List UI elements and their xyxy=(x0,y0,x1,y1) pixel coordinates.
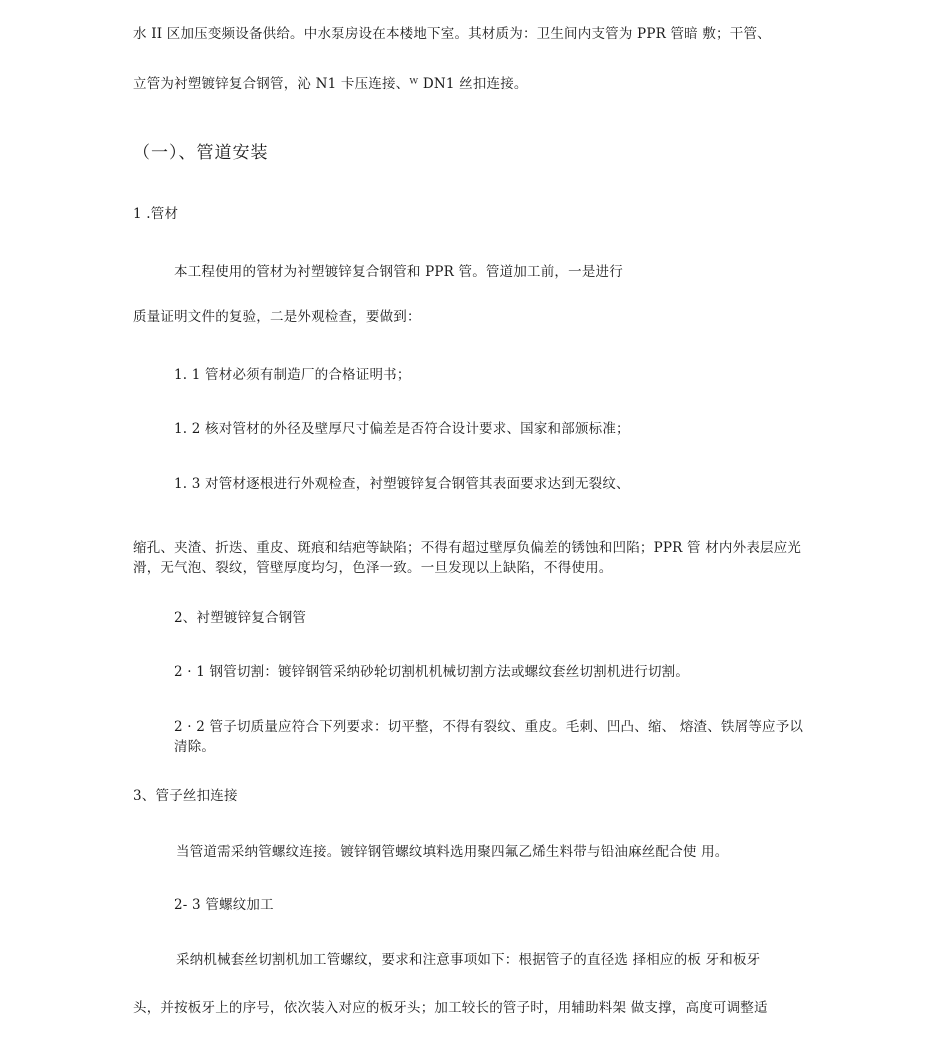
list-item: 1. 1 管材必须有制造厂的合格证明书； xyxy=(174,367,411,383)
list-item: 1. 3 对管材逐根进行外观检查，衬塑镀锌复合钢管其表面要求达到无裂纹、 xyxy=(174,476,630,492)
paragraph-line: 质量证明文件的复验，二是外观检查，要做到： xyxy=(133,309,421,325)
list-item: 2 · 2 管子切质量应符合下列要求：切平整，不得有裂纹、重皮。毛刺、凹凸、缩、 熔渣、铁屑等应予以清除。 xyxy=(174,719,804,755)
subsection-title: 2、衬塑镀锌复合钢管 xyxy=(174,610,307,626)
paragraph-line: 本工程使用的管材为衬塑镀锌复合钢管和 PPR 管。管道加工前，一是进行 xyxy=(174,264,623,280)
list-item: 2- 3 管螺纹加工 xyxy=(174,897,274,913)
subsection-title: 1 .管材 xyxy=(133,206,179,222)
paragraph-line: 采纳机械套丝切割机加工管螺纹，要求和注意事项如下：根据管子的直径选 择相应的板 牙和板牙 xyxy=(176,952,761,968)
body-line: 水 II 区加压变频设备供给。中水泵房设在本楼地下室。其材质为：卫生间内支管为 PPR 管暗 敷；干管、 xyxy=(133,26,771,42)
paragraph-block: 缩孔、夹渣、折迭、重皮、斑痕和结疤等缺陷；不得有超过壁厚负偏差的锈蚀和凹陷；PPR 管 材内外表层应光滑，无气泡、裂纹，管壁厚度均匀，色泽一致。一旦发现以上缺陷，不得使用。 xyxy=(133,540,802,576)
section-heading: （一）、管道安装 xyxy=(133,143,269,163)
paragraph-line: 当管道需采纳管螺纹连接。镀锌钢管螺纹填料选用聚四氟乙烯生料带与铅油麻丝配合使 用。 xyxy=(176,844,729,860)
list-item: 2 · 1 钢管切割：镀锌钢管采纳砂轮切割机机械切割方法或螺纹套丝切割机进行切割。 xyxy=(174,664,690,680)
paragraph-line: 头，并按板牙上的序号，依次装入对应的板牙头；加工较长的管子时，用辅助料架 做支撑，高度可调整适 xyxy=(133,1000,768,1016)
subsection-title: 3、管子丝扣连接 xyxy=(133,788,238,804)
body-line: 立管为衬塑镀锌复合钢管，沁 N1 卡压连接、ᵂ DN1 丝扣连接。 xyxy=(133,76,528,92)
list-item: 1. 2 核对管材的外径及壁厚尺寸偏差是否符合设计要求、国家和部颁标准； xyxy=(174,421,630,437)
